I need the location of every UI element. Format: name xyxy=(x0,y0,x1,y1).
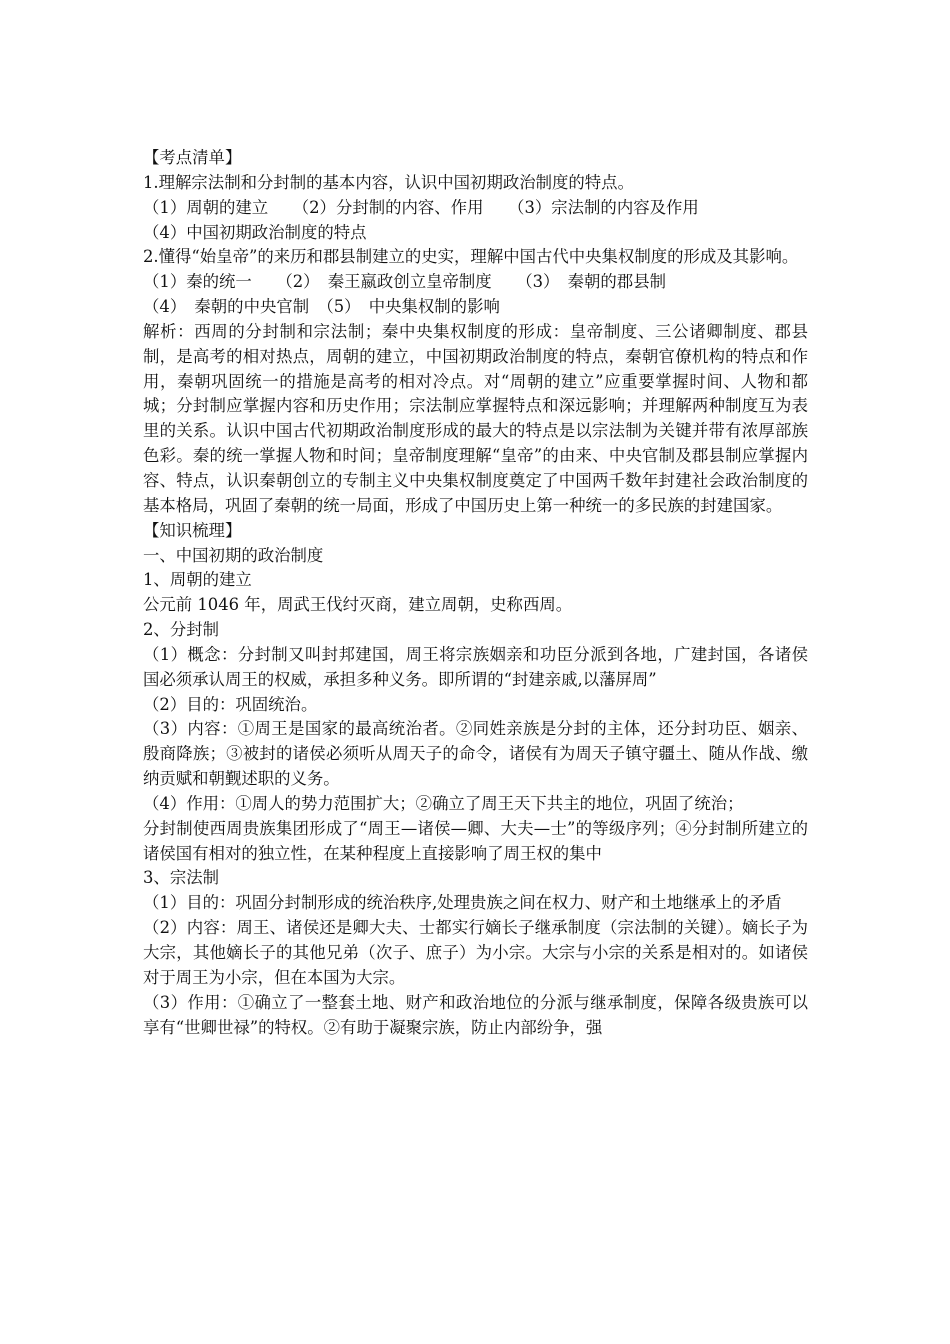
zongfa-content: （2）内容：周王、诸侯还是卿大夫、士都实行嫡长子继承制度（宗法制的关键）。嫡长子为大宗，其他嫡长子的其他兄弟（次子、庶子）为小宗。大宗与小宗的关系是相对的。如诸侯对于周王为小宗，但在本国为大宗。 xyxy=(143,918,808,987)
zongfa-purpose: （1）目的：巩固分封制形成的统治秩序,处理贵族之间在权力、财产和土地继承上的矛盾 xyxy=(143,893,782,913)
fenfeng-content: （3）内容：①周王是国家的最高统治者。②同姓亲族是分封的主体，还分封功臣、姻亲、殷商降族；③被封的诸侯必须听从周天子的命令，诸侯有为周天子镇守疆土、随从作战、缴纳贡赋和朝觐述职的义务。 xyxy=(143,719,808,789)
objective-2: 2.懂得“始皇帝”的来历和郡县制建立的史实，理解中国古代中央集权制度的形成及其影响。 xyxy=(143,247,799,267)
analysis-paragraph: 解析：西周的分封制和宗法制；秦中央集权制度的形成：皇帝制度、三公诸卿制度、郡县制，是高考的相对热点，周朝的建立，中国初期政治制度的特点，秦朝官僚机构的特点和作用，秦朝巩固统一的措施是高考的相对冷点。对“周朝的建立”应重要掌握时间、人物和都城；分封制应掌握内容和历史作用；宗法制应掌握特点和深远影响；并理解两种制度互为表里的关系。认识中国古代初期政治制度形成的最大的特点是以宗法制为关键并带有浓厚部族色彩。秦的统一掌握人物和时间；皇帝制度理解“皇帝”的由来、中央官制及郡县制应掌握内容、特点，认识秦朝创立的专制主义中央集权制度奠定了中国两千数年封建社会政治制度的基本格局，巩固了秦朝的统一局面，形成了中国历史上第一种统一的多民族的封建国家。 xyxy=(143,321,808,515)
fenfeng-purpose: （2）目的：巩固统治。 xyxy=(143,694,318,714)
section-1-text: 公元前 1046 年，周武王伐纣灭商，建立周朝，史称西周。 xyxy=(143,595,573,615)
fenfeng-concept: （1）概念：分封制又叫封邦建国，周王将宗族姻亲和功臣分派到各地，广建封国，各诸侯国必须承认周王的权威，承担多种义务。即所谓的“封建亲戚,以藩屏周” xyxy=(143,644,808,689)
section-3-title: 3、宗法制 xyxy=(143,868,219,888)
section-1-title: 1、周朝的建立 xyxy=(143,570,252,590)
document-page xyxy=(143,146,808,1040)
fenfeng-effect: （4）作用：①周人的势力范围扩大；②确立了周王天下共主的地位，巩固了统治； xyxy=(143,793,744,813)
objective-1: 1.理解宗法制和分封制的基本内容，认识中国初期政治制度的特点。 xyxy=(143,172,634,192)
fenfeng-effect-continued: 分封制使西周贵族集团形成了“周王—诸侯—卿、大夫—士”的等级序列；④分封制所建立的诸侯国有相对的独立性，在某种程度上直接影响了周王权的集中 xyxy=(143,818,808,863)
objective-1-subitems-a: （1）周朝的建立 （2）分封制的内容、作用 （3）宗法制的内容及作用 xyxy=(143,197,699,217)
section-2-title: 2、分封制 xyxy=(143,620,219,640)
objective-2-subitems-b: （4） 秦朝的中央官制 （5） 中央集权制的影响 xyxy=(143,297,500,317)
zhishi-heading: 【知识梳理】 xyxy=(143,520,242,540)
objective-1-subitems-b: （4）中国初期政治制度的特点 xyxy=(143,222,367,242)
zongfa-effect: （3）作用：①确立了一整套土地、财产和政治地位的分派与继承制度，保障各级贵族可以享有“世卿世禄”的特权。②有助于凝聚宗族，防止内部纷争，强 xyxy=(143,992,808,1037)
kaodian-heading: 【考点清单】 xyxy=(143,148,242,167)
part-1-title: 一、中国初期的政治制度 xyxy=(143,545,324,565)
objective-2-subitems-a: （1）秦的统一 （2） 秦王嬴政创立皇帝制度 （3） 秦朝的郡县制 xyxy=(143,272,666,292)
